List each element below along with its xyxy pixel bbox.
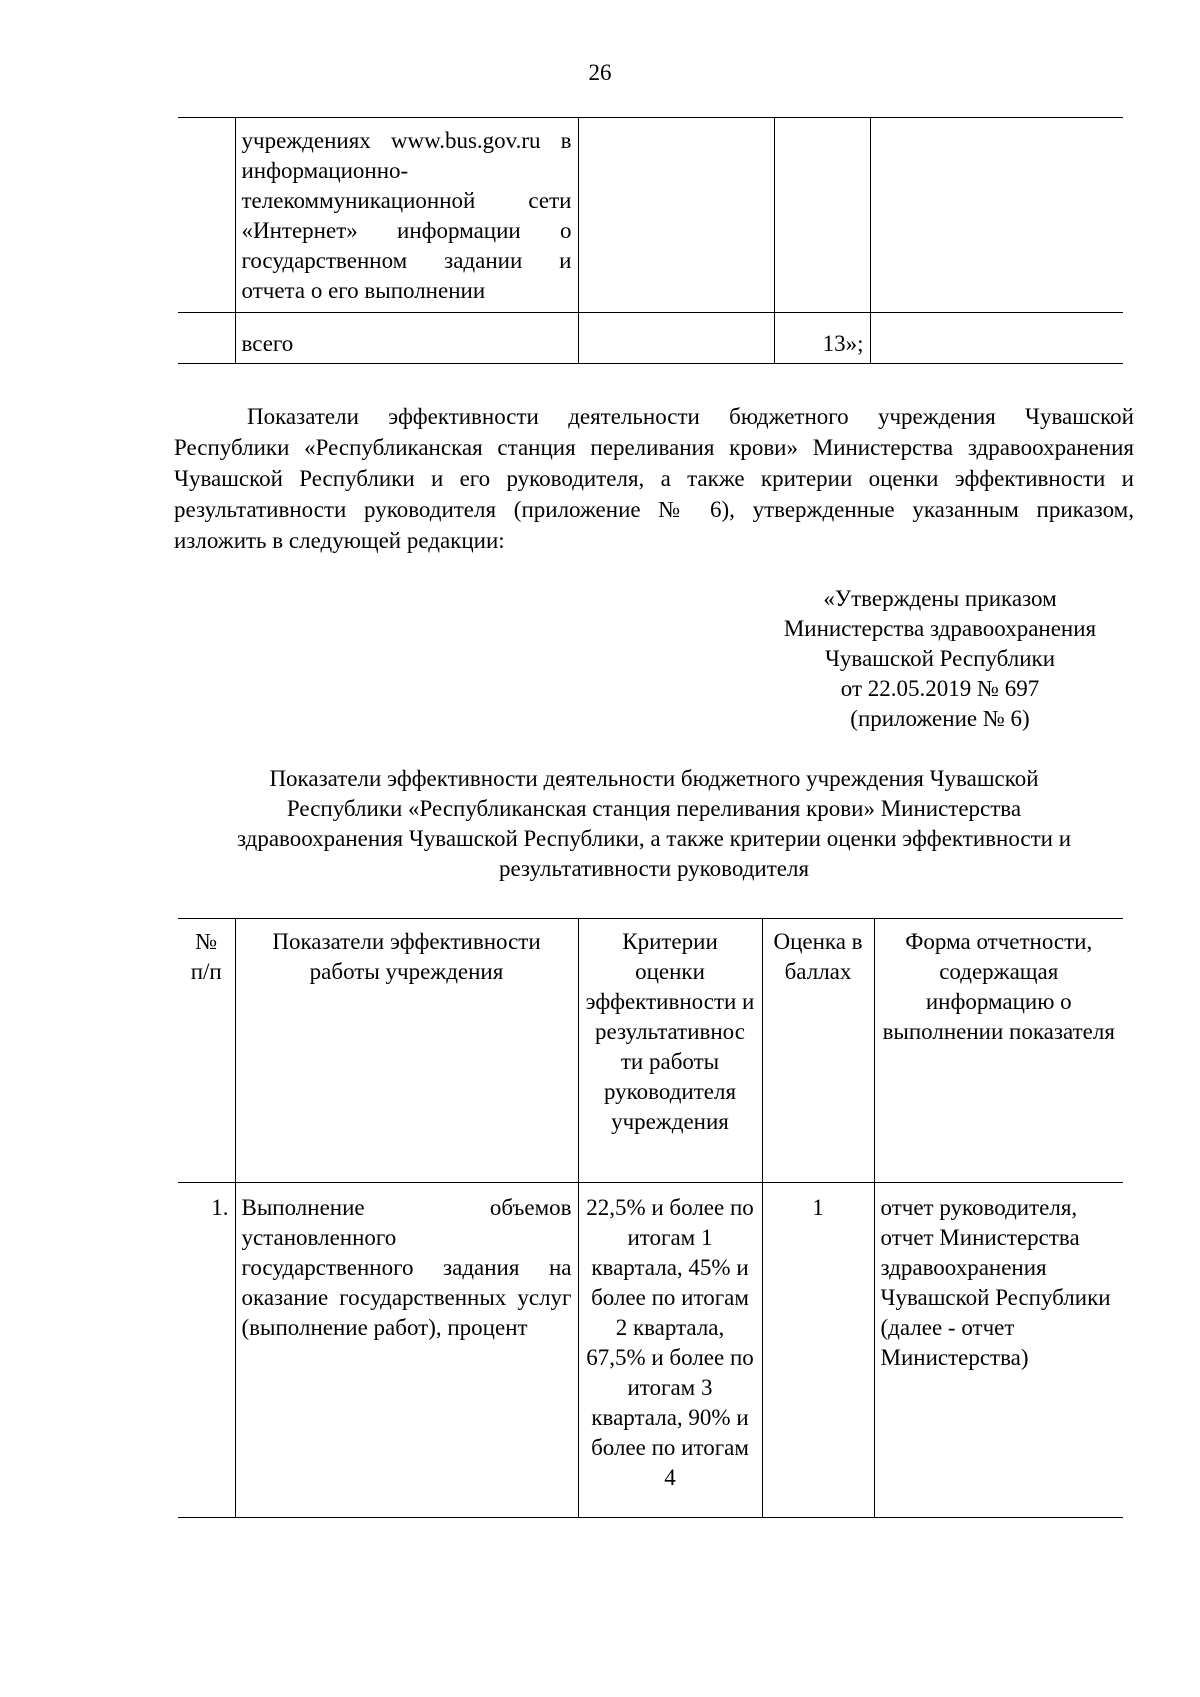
row-score: 1 [762, 1183, 874, 1518]
total-row [178, 313, 1123, 364]
row-num: 1. [178, 1183, 235, 1518]
approval-line: (приложение № 6) [850, 706, 1030, 731]
table-cell [870, 313, 1123, 364]
header-num: № п/п [178, 919, 235, 1183]
title-line: результативности руководителя [498, 856, 810, 881]
header-report: Форма отчетности, содержащая информацию о выполнении показателя [874, 919, 1123, 1183]
table-row [178, 1183, 1123, 1518]
table-header-row [178, 919, 1123, 1183]
row-indicator: Выполнение объемов установленного государственного задания на оказание государственных услуг (выполнение работ), процент [235, 1183, 578, 1518]
title-line: здравоохранения Чувашской Республики, а также критерии оценки эффективности и [236, 826, 1072, 851]
total-label: всего [235, 313, 578, 364]
title-line: Показатели эффективности деятельности бюджетного учреждения Чувашской [269, 766, 1039, 791]
table-cell [774, 118, 870, 313]
table-cell [578, 118, 774, 313]
intro-paragraph: Показатели эффективности деятельности бюджетного учреждения Чувашской Республики «Республиканская станция переливания крови» Министерства здравоохранения Чувашской Республики и его руководителя, а также критерии оценки эффективности и результативности руководителя (приложение № 6), утвержденные указанным приказом, изложить в следующей редакции: [174, 404, 1134, 553]
continuation-table [178, 117, 1123, 364]
table-cell-text: учреждениях www.bus.gov.ru в информационно-телекоммуникационной сети «Интернет» информации о государственном задании и отчета о его выполнении [235, 118, 578, 313]
total-value: 13»; [774, 313, 870, 364]
approval-line: Министерства здравоохранения [783, 616, 1097, 641]
table-cell [870, 118, 1123, 313]
approval-block [740, 584, 1140, 734]
approval-line: от 22.05.2019 № 697 [840, 676, 1040, 701]
table-cell [178, 118, 235, 313]
header-criteria: Критерии оценки эффективности и результативнос ти работы руководителя учреждения [578, 919, 762, 1183]
row-criteria: 22,5% и более по итогам 1 квартала, 45% и более по итогам 2 квартала, 67,5% и более по итогам 3 квартала, 90% и более по итогам 4 [578, 1183, 762, 1518]
approval-line: Чувашской Республики [824, 646, 1056, 671]
document-title [174, 764, 1134, 884]
title-line: Республики «Республиканская станция переливания крови» Министерства [286, 796, 1022, 821]
approval-line: «Утверждены приказом [823, 586, 1057, 611]
header-score: Оценка в баллах [762, 919, 874, 1183]
table-cell [578, 313, 774, 364]
page-number: 26 [588, 60, 612, 85]
table-row [178, 118, 1123, 313]
table-cell [178, 313, 235, 364]
indicators-table [178, 918, 1123, 1518]
row-report: отчет руководителя, отчет Министерства здравоохранения Чувашской Республики (далее - отчет Министерства) [874, 1183, 1123, 1518]
header-indicator: Показатели эффективности работы учреждения [235, 919, 578, 1183]
